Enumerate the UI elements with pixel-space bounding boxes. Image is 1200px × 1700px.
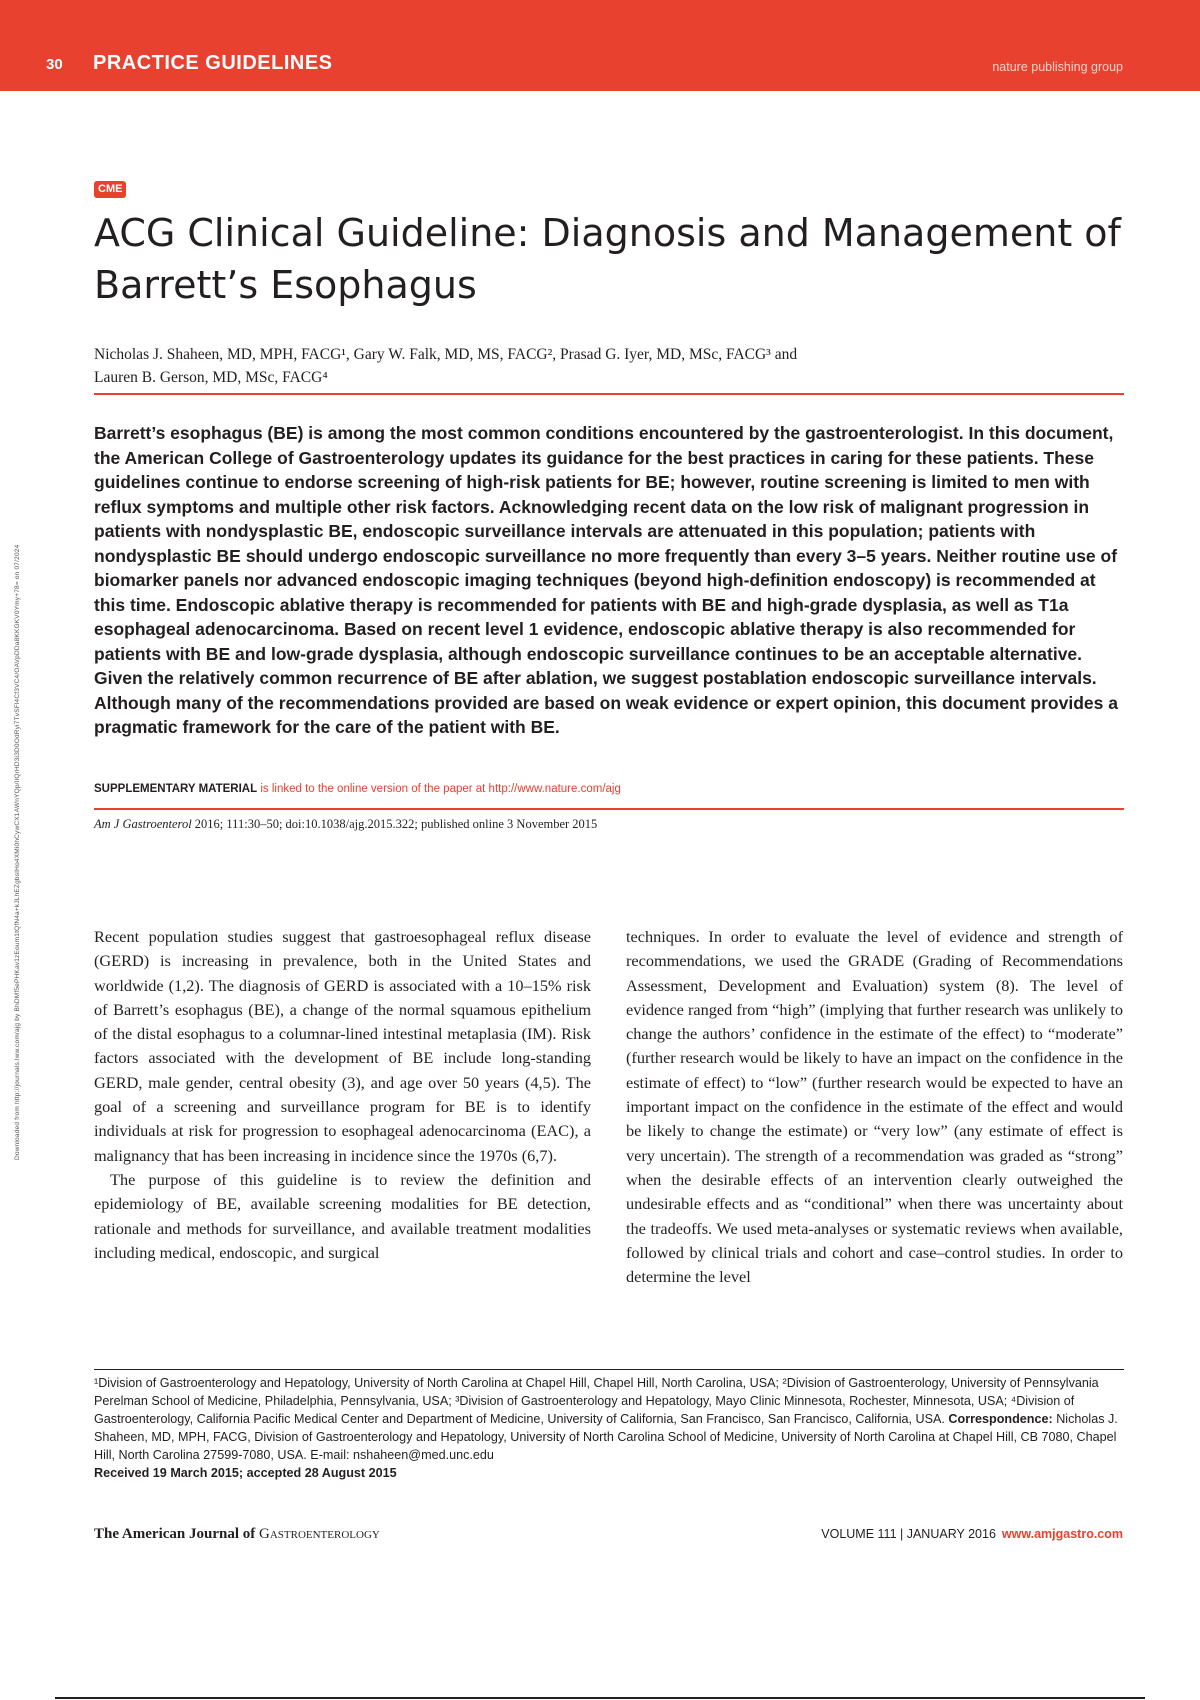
volume-issue: VOLUME 111 | JANUARY 2016 bbox=[821, 1527, 996, 1541]
cme-badge: CME bbox=[94, 181, 126, 198]
supplementary-label: SUPPLEMENTARY MATERIAL bbox=[94, 783, 258, 795]
supplementary-material bbox=[94, 783, 1124, 795]
author-line-2: Lauren B. Gerson, MD, MSc, FACG⁴ bbox=[94, 369, 328, 386]
abstract: Barrett’s esophagus (BE) is among the most common conditions encountered by the gastroenterologist. In this document, the American College of Gastroenterology updates its guidance for the best practices in caring for these patients. These guidelines continue to endorse screening of high-risk patients for BE; however, routine screening is limited to men with reflux symptoms and multiple other risk factors. Acknowledging recent data on the low risk of malignant progression in patients with nondysplastic BE, endoscopic surveillance intervals are attenuated in this population; patients with nondysplastic BE should undergo endoscopic surveillance no more frequently than every 3–5 years. Neither routine use of biomarker panels nor advanced endoscopic imaging techniques (beyond high-definition endoscopy) is recommended at this time. Endoscopic ablative therapy is recommended for patients with BE and high-grade dysplasia, as well as T1a esophageal adenocarcinoma. Based on recent level 1 evidence, endoscopic ablative therapy is also recommended for patients with BE and low-grade dysplasia, although endoscopic surveillance continues to be an acceptable alternative. Given the relatively common recurrence of BE after ablation, we suggest postablation endoscopic surveillance intervals. Although many of the recommendations provided are based on weak evidence or expert opinion, this document provides a pragmatic framework for the care of the patient with BE. bbox=[94, 423, 1118, 737]
author-list bbox=[94, 343, 1124, 389]
footnote-divider bbox=[94, 1369, 1124, 1370]
author-line-1: Nicholas J. Shaheen, MD, MPH, FACG¹, Gary W. Falk, MD, MS, FACG², Prasad G. Iyer, MD, MSc, FACG³ and bbox=[94, 346, 798, 363]
article-title: ACG Clinical Guideline: Diagnosis and Management of Barrett’s Esophagus bbox=[94, 211, 1121, 307]
body-column-right bbox=[626, 925, 1123, 1289]
correspondence-text: Nicholas J. Shaheen, MD, MPH, FACG, Division of Gastroenterology and Hepatology, University of North Carolina School of Medicine, University of North Carolina at Chapel Hill, CB 7080, Chapel Hill, North Carolina 27599-7080, USA. E-mail: nshaheen@med.unc.edu bbox=[94, 1412, 1118, 1462]
publisher-name: nature publishing group bbox=[992, 60, 1123, 74]
divider bbox=[94, 393, 1124, 395]
affiliations-footnote bbox=[94, 1374, 1128, 1482]
journal-name bbox=[94, 1526, 380, 1543]
journal-url-link[interactable]: www.amjgastro.com bbox=[1001, 1527, 1123, 1541]
citation-journal: Am J Gastroenterol bbox=[94, 817, 192, 831]
side-download-notice bbox=[14, 420, 26, 1160]
citation bbox=[94, 817, 1124, 832]
page-number: 30 bbox=[46, 56, 63, 73]
bottom-divider bbox=[55, 1697, 1145, 1699]
volume-info bbox=[821, 1527, 1123, 1541]
citation-details: 2016; 111:30–50; doi:10.1038/ajg.2015.322; published online 3 November 2015 bbox=[191, 817, 598, 831]
journal-title: Gastroenterology bbox=[259, 1526, 380, 1542]
body-paragraph: The purpose of this guideline is to review the definition and epidemiology of BE, available screening modalities for BE detection, rationale and methods for surveillance, and available treatment modalities including medical, endoscopic, and surgical bbox=[94, 1169, 591, 1262]
header-bar bbox=[0, 0, 1200, 91]
supplementary-link[interactable]: is linked to the online version of the paper at http://www.nature.com/ajg bbox=[257, 783, 621, 795]
received-dates: Received 19 March 2015; accepted 28 August 2015 bbox=[94, 1466, 397, 1480]
body-paragraph: Recent population studies suggest that gastroesophageal reflux disease (GERD) is increasing in prevalence, both in the United States and worldwide (1,2). The diagnosis of GERD is associated with a 10–15% risk of Barrett’s esophagus (BE), a change of the normal squamous epithelium of the distal esophagus to a columnar-lined intestinal metaplasia (IM). Risk factors associated with the development of BE include long-standing GERD, male gender, central obesity (3), and age over 50 years (4,5). The goal of a screening and surveillance program for BE is to identify individuals at risk for progression to esophageal adenocarcinoma (EAC), a malignancy that has been increasing in incidence since the 1970s (6,7). bbox=[94, 927, 591, 1165]
correspondence-label: Correspondence: bbox=[948, 1412, 1053, 1426]
body-paragraph: techniques. In order to evaluate the level of evidence and strength of recommendations, we used the GRADE (Grading of Recommendations Assessment, Development and Evaluation) system (8). The level of evidence ranged from “high” (implying that further research was unlikely to change the authors’ confidence in the estimate of the effect) to “moderate” (further research would be likely to have an impact on the confidence in the estimate of effect) to “low” (further research would be expected to have an important impact on the confidence in the estimate of the effect and would be likely to change the estimate) or “very low” (any estimate of effect is very uncertain). The strength of a recommendation was graded as “strong” when the desirable effects of an intervention clearly outweighed the undesirable effects and as “conditional” when there was uncertainty about the tradeoffs. We used meta-analyses or systematic reviews when available, followed by clinical trials and cohort and case–control studies. In order to determine the level bbox=[626, 927, 1123, 1287]
section-title: PRACTICE GUIDELINES bbox=[93, 52, 333, 74]
journal-prefix: The American Journal of bbox=[94, 1526, 256, 1542]
side-download-notice-text: Downloaded from http://journals.lww.com/ajg by BhDMf5ePHKav1zEoum1tQfN4a+kJLhEZgbsIHo4XMi0hCywCX1AWnYQp/IlQrHD3i3D0OdRyi7TvSFl4Cf3VC4/OAVpDDa8KKGKV0Ymy+78= on 07/2024 bbox=[14, 544, 21, 1160]
divider bbox=[94, 808, 1124, 810]
body-column-left bbox=[94, 925, 591, 1265]
affiliations-text: ¹Division of Gastroenterology and Hepatology, University of North Carolina at Chapel Hill, Chapel Hill, North Carolina, USA; ²Division of Gastroenterology, University of Pennsylvania Perelman School of Medicine, Philadelphia, Pennsylvania, USA; ³Division of Gastroenterology and Hepatology, Mayo Clinic Minnesota, Rochester, Minnesota, USA; ⁴Division of Gastroenterology, California Pacific Medical Center and Department of Medicine, University of California, San Francisco, San Francisco, California, USA. bbox=[94, 1376, 1099, 1426]
